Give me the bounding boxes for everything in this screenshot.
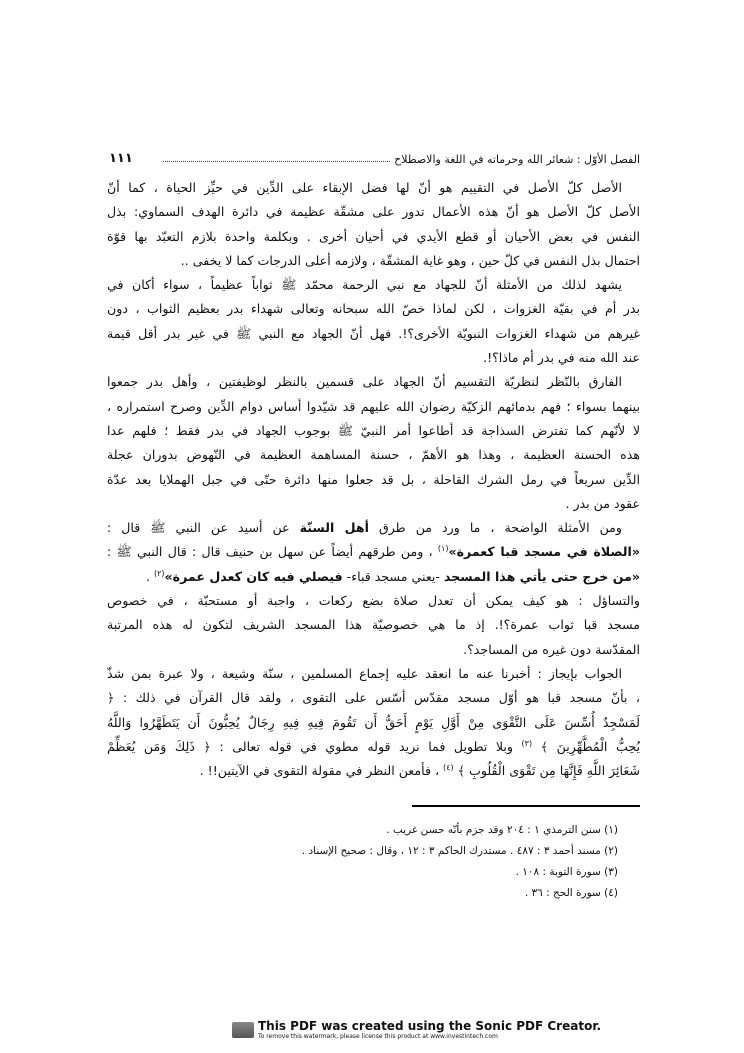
text-line: لا لأنّهم كما تفترض السذاجة قد أطاعوا أمر النبيّ ﷺ بوجوب الجهاد في بدر فقط ؛ فلهم عدا [107,422,640,438]
text-line [107,516,640,540]
watermark [232,1020,601,1040]
text-span: شَعَائِرَ اللَّهِ فَإِنَّهَا مِن تَقْوَى الْقُلُوبِ ﴾ [453,763,640,779]
running-header [107,148,640,166]
watermark-line-1: This PDF was created using the Sonic PDF Creator. [258,1019,602,1033]
body-text [107,176,640,783]
text-line [107,540,640,564]
footnote: (٢) مسند أحمد ٣ : ٤٨٧ . مستدرك الحاكم ٣ : ١٢ ، وقال : صحيح الإسناد . [301,845,618,857]
chapter-title: الفصل الأوّل : شعائر الله وحرماته في اللغة والاصطلاح [394,153,640,166]
sonic-pdf-logo-icon [232,1022,254,1038]
text-span: -يعني مسجد قباء- [342,568,444,584]
text-line: احتمال بذل النفس في كلّ حين ، وهو غاية المشقّة ، ولازمه أعلى الدرجات كما لا يخفى .. [180,252,640,268]
bold-quote: «الصلاة في مسجد قبا كعمرة» [448,544,640,560]
text-span: ، ومن طرقهم أيضاً عن سهل بن حنيف قال : قال النبي ﷺ : [107,544,438,560]
page-number: ١١١ [109,151,133,166]
footnote-ref: (٣) [521,738,533,748]
text-line [107,735,640,759]
watermark-line-2: To remove this watermark, please license this product at www.investintech.com [258,1033,498,1040]
text-line: والتساؤل : هو كيف يمكن أن تعدل صلاة بضع ركعات ، واجبة أو مستحبّة ، في خصوص [107,593,640,609]
paragraph [107,176,640,273]
paragraph [107,662,640,783]
footnote: (٤) سورة الحج : ٣٦ . [524,887,618,899]
text-span: ، فأمعن النظر في مقولة التقوى في الآيتين!! . [199,763,444,779]
footnote-ref: (١) [437,544,449,554]
text-line: الأصل كلّ الأصل هو أنّ هذه الأعمال تدور على مشقّة عظيمة في دائرة الهدف السماوي: بذل [107,204,640,220]
text-line: غيرهم من شهداء الغزوات النبويّة الأخرى؟!. فهل أنّ الجهاد مع النبي ﷺ في غير بدر أقل قيمة [107,325,640,341]
text-line: ، بأنّ مسجد قبا هو أوّل مسجد مقدّس أسّس على التقوى ، ولقد قال القرآن في ذلك : ﴿ [107,690,640,706]
footnotes [300,820,618,904]
bold-quote: أهل السنّة [299,520,369,536]
footnote-ref: (٢) [153,568,165,578]
paragraph [107,516,640,589]
text-line [107,565,640,589]
text-span: ومن الأمثلة الواضحة ، ما ورد من طرق [368,520,622,536]
text-line: هذه الحسنة العظيمة ، وهذا هو الأهمّ ، حسنة المساهمة العظيمة في النّهوض بدوران عجلة [107,447,640,463]
text-line: الدِّين سريعاً في رمل الشرك القاحلة ، بل قد جعلوا منها دائرة حتّى في جبل الهملايا بعد عدّة [107,471,640,487]
text-span: وبلا تطويل فما نريد قوله مطوي في قوله تعالى : ﴿ ذَلِكَ وَمَن يُعَظِّمْ [107,738,522,754]
bold-quote: فيصلي فيه كان كعدل عمرة» [164,568,343,584]
footnote: (٣) سورة التوبة : ١٠٨ . [515,866,618,878]
header-dot-leader [163,161,390,162]
footnote-separator [412,805,640,807]
text-line: بينهما بسواء ؛ فهم بدمائهم الزكيّة رضوان الله عليهم قد شيّدوا أساس دوام الدِّين وصرح استمراره ، [107,398,640,414]
text-line: النفس في بعض الأحيان أو قطع الأيدي في أحيان أخرى . وبكلمة واحدة بلازم التعبّد بها قوّة [107,228,640,244]
text-line: يشهد لذلك من الأمثلة أنّ للجهاد مع نبي الرحمة محمّد ﷺ ثواباً عظيماً ، سواء أكان في [107,277,622,293]
text-line: عقود من بدر . [565,495,640,511]
text-span: يُحِبُّ الْمُطَّهِّرِينَ ﴾ [532,738,640,754]
text-line: الجواب بإيجاز : أخبرنا عنه ما انعقد عليه إجماع المسلمين ، سنّة وشيعة ، ولا عبرة بمن شذّ [107,665,622,681]
text-span: عن أسيد عن النبي ﷺ قال : [107,520,300,536]
paragraph [107,589,640,662]
footnote: (١) سنن الترمذي ١ : ٢٠٤ وقد جزم بأنّه حسن غريب . [386,824,618,836]
paragraph [107,370,640,516]
text-line: الفارق بالنّظر لنظريّة التقسيم أنّ الجهاد على قسمين بالنظر لوظيفتين ، وأهل بدر جمعوا [107,374,622,390]
text-span: . [145,568,154,584]
text-line: مسجد قبا ثواب عمرة؟!. إذ ما هي خصوصيّة هذا المسجد الشريف لتكون له هذه المرتبة [107,617,640,633]
footnote-ref: (٤) [443,762,454,772]
text-line: بدر أم في بقيّة الغزوات ، لكن لماذا خصّ الله سبحانه وتعالى شهداء بدر بعظيم الثواب ، دون [107,301,640,317]
text-line: لَمَسْجِدٌ أُسِّسَ عَلَى التَّقْوَى مِنْ أَوَّلِ يَوْمٍ أَحَقُّ أَن تَقُومَ فِيهِ فِيهِ رِجَالٌ يُحِبُّونَ أَن يَتَطَهَّرُوا وَاللَّهُ [107,714,640,730]
text-line [107,759,640,783]
bold-quote: «من خرج حتى يأتي هذا المسجد [443,568,640,584]
text-line: عند الله منه في بدر أم ماذا؟!. [483,350,640,366]
paragraph [107,273,640,370]
text-line: الأصل كلّ الأصل في التقييم هو أنّ لها فضل الإبقاء على الدِّين في حيِّز الحياة ، كما أنّ [107,180,622,195]
text-line: المقدّسة دون غيره من المساجد؟. [463,641,640,657]
